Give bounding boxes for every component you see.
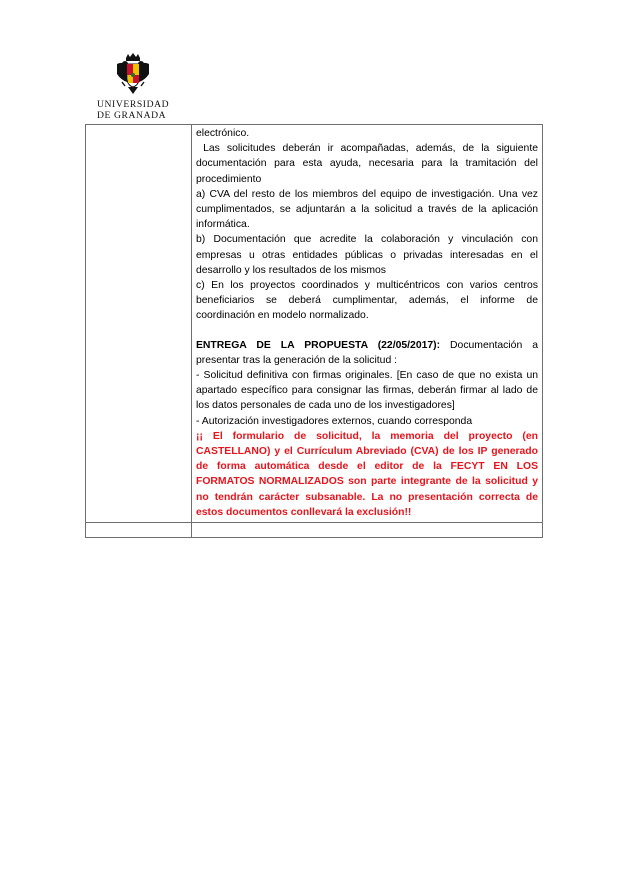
content-cell [192, 125, 543, 523]
empty-content-cell [192, 523, 543, 538]
paragraph-solicitudes-text: Las solicitudes deberán ir acompañadas, además, de la siguiente documentación para esta ayuda, necesaria para la tramitación del procedimiento [196, 143, 538, 185]
paragraph-solicitudes [196, 141, 538, 187]
paragraph-electronico: electrónico. [196, 128, 250, 139]
table-row-empty [86, 523, 543, 538]
entrega-text: Documentación a presentar tras la generación de la solicitud : [196, 339, 538, 366]
university-logo [95, 52, 175, 122]
paragraph-item-b: b) Documentación que acredite la colaboración y vinculación con empresas u otras entidades públicas o privadas interesadas en el desarrollo y los resultados de los mismos [196, 234, 538, 276]
empty-label-cell [86, 523, 192, 538]
warning-text: ¡¡ El formulario de solicitud, la memoria del proyecto (en CASTELLANO) y el Currículum Abreviado (CVA) de los IP generado de forma automática desde el editor de la FECYT EN LOS FORMATOS NORMALIZADOS son parte integrante de la solicitud y no tendrán carácter subsanable. La no presentación correcta de estos documentos conllevará la exclusión!! [196, 430, 538, 518]
paragraph-item-a: a) CVA del resto de los miembros del equipo de investigación. Una vez cumplimentados, se adjuntarán a la solicitud a través de la aplicación informática. [196, 188, 538, 231]
list-item-solicitud: - Solicitud definitiva con firmas originales. [En caso de que no exista un apartado específico para consignar las firmas, deberán firmar al lado de los datos personales de cada uno de los investigadores] [196, 370, 538, 412]
paragraph-item-c: c) En los proyectos coordinados y multicéntricos con varios centros beneficiarios se deberá cumplimentar, además, el informe de coordinación en modelo normalizado. [196, 280, 538, 322]
paragraph-entrega [196, 338, 538, 368]
university-crest-icon [113, 52, 153, 96]
table-row [86, 125, 543, 523]
content-table [85, 124, 543, 538]
logo-line-2: DE GRANADA [97, 110, 167, 121]
logo-line-1: UNIVERSIDAD [97, 99, 170, 110]
spacer [196, 324, 538, 338]
entrega-heading: ENTREGA DE LA PROPUESTA (22/05/2017): [196, 339, 441, 351]
label-cell [86, 125, 192, 523]
list-item-autorizacion: - Autorización investigadores externos, cuando corresponda [196, 415, 473, 427]
